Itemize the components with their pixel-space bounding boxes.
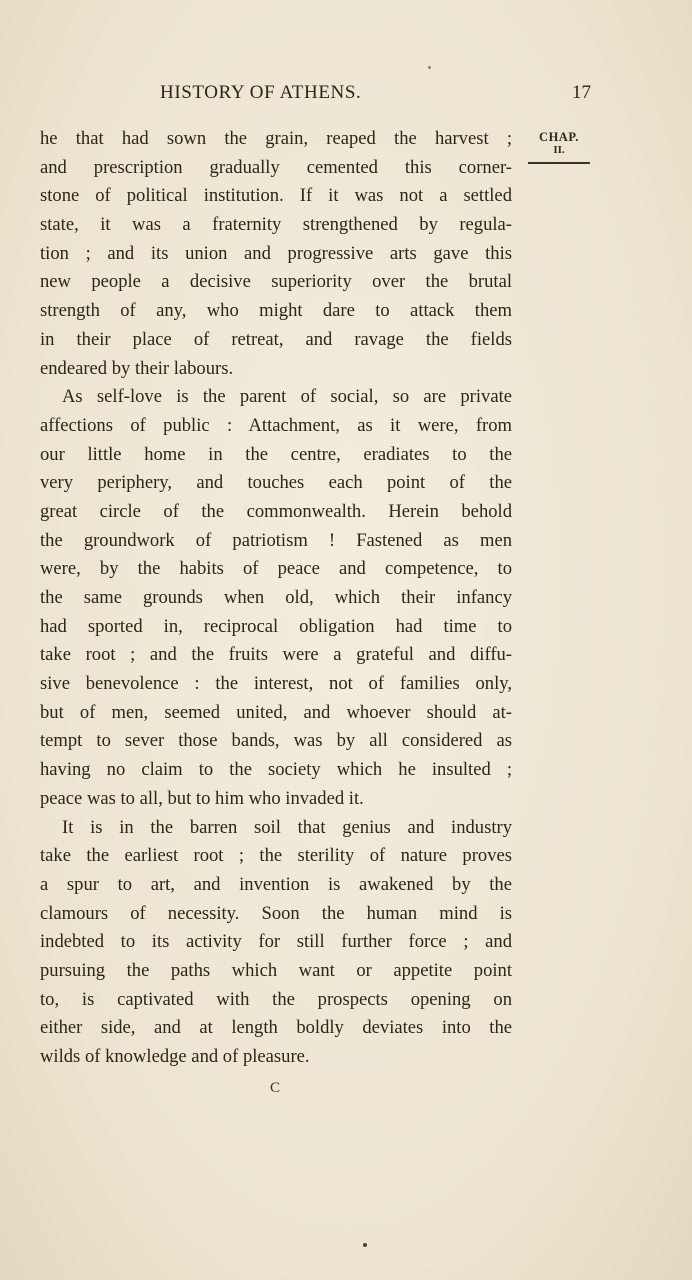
paragraph (40, 125, 512, 383)
page-number: 17 (572, 82, 591, 103)
text-line: the same grounds when old, which their infancy (40, 587, 512, 608)
chapter-rule (528, 162, 590, 164)
text-line: clamours of necessity. Soon the human mind is (40, 902, 512, 924)
paragraph (40, 814, 512, 1072)
text-line: our little home in the centre, eradiates to the (40, 443, 512, 465)
text-line: to, is captivated with the prospects opening on (40, 988, 512, 1010)
text-line: in their place of retreat, and ravage the fields (40, 328, 512, 350)
chapter-label: CHAP. (539, 130, 579, 144)
text-line: either side, and at length boldly deviates into the (40, 1017, 512, 1039)
text-line: state, it was a fraternity strengthened by regula- (40, 214, 512, 236)
text-line: indebted to its activity for still further force ; and (40, 931, 512, 953)
text-line: sive benevolence : the interest, not of families only, (40, 673, 512, 695)
text-line: stone of political institution. If it was not a settled (40, 185, 512, 207)
page-header (0, 82, 692, 106)
text-line: very periphery, and touches each point of the (40, 472, 512, 494)
text-line: great circle of the commonwealth. Herein behold (40, 500, 512, 522)
text-line: As self-love is the parent of social, so are private (62, 386, 512, 408)
text-line: wilds of knowledge and of pleasure. (40, 1046, 310, 1067)
text-line: new people a decisive superiority over the brutal (40, 271, 512, 293)
text-line: tempt to sever those bands, was by all considered as (40, 730, 512, 752)
running-title: HISTORY OF ATHENS. (160, 82, 362, 103)
text-line: had sported in, reciprocal obligation had time to (40, 615, 512, 637)
text-line: affections of public : Attachment, as it were, from (40, 414, 512, 436)
text-line: take the earliest root ; the sterility of nature proves (40, 845, 512, 867)
chapter-number: II. (553, 144, 565, 156)
paragraph (40, 383, 512, 813)
text-line: were, by the habits of peace and competence, to (40, 558, 512, 580)
text-line: peace was to all, but to him who invaded it. (40, 787, 364, 809)
text-line: tion ; and its union and progressive arts gave this (40, 242, 512, 264)
text-line: having no claim to the society which he insulted ; (40, 759, 512, 781)
text-line: he that had sown the grain, reaped the harvest ; (40, 128, 512, 149)
ink-speck (428, 66, 431, 69)
body-text (40, 125, 512, 1072)
text-line: the groundwork of patriotism ! Fastened as men (40, 529, 512, 551)
text-line: strength of any, who might dare to attack them (40, 300, 512, 322)
ink-speck (363, 1243, 367, 1247)
text-line: but of men, seemed united, and whoever should at- (40, 701, 512, 723)
text-line: It is in the barren soil that genius and industry (62, 816, 512, 838)
text-line: endeared by their labours. (40, 357, 234, 379)
text-line: take root ; and the fruits were a grateful and diffu- (40, 644, 512, 666)
text-line: a spur to art, and invention is awakened by the (40, 873, 512, 895)
text-line: and prescription gradually cemented this corner- (40, 156, 512, 178)
text-line: pursuing the paths which want or appetite point (40, 959, 512, 981)
marginal-chapter-note (528, 130, 590, 164)
signature-mark: C (270, 1080, 281, 1096)
